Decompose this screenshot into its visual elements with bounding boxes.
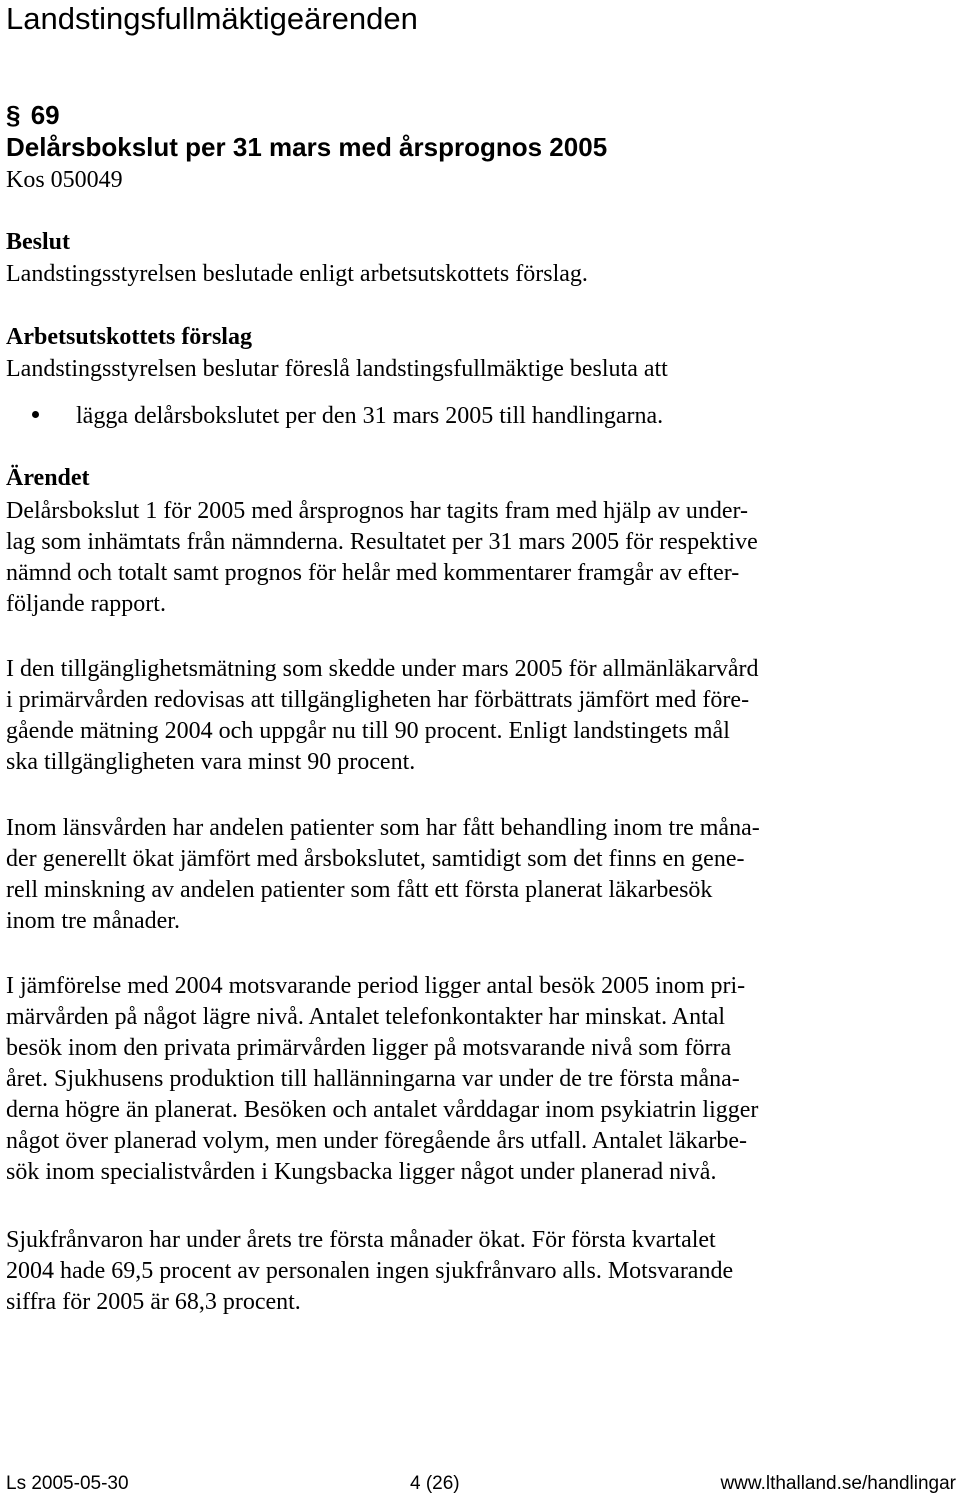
text-line: I den tillgänglighetsmätning som skedde under mars 2005 för allmänläkarvård [6, 656, 759, 682]
arbetsutskottet-intro [6, 354, 960, 385]
text-line: inom tre månader. [6, 908, 180, 934]
text-line: märvården på något lägre nivå. Antalet telefonkontakter har minskat. Antal [6, 1004, 726, 1030]
text-line: rell minskning av andelen patienter som fått ett första planerat läkarbesök [6, 877, 713, 903]
arendet-paragraph-2 [6, 654, 960, 778]
beslut-text [6, 259, 960, 290]
beslut-line: Landstingsstyrelsen beslutade enligt arbetsutskottets förslag. [6, 261, 588, 287]
section-number [6, 98, 60, 132]
bullet-item [32, 401, 663, 432]
bullet-text: lägga delårsbokslutet per den 31 mars 2005 till handlingarna. [76, 403, 664, 429]
reference-number: Kos 050049 [6, 167, 123, 193]
text-line: I jämförelse med 2004 motsvarande period ligger antal besök 2005 inom pri- [6, 973, 746, 999]
arendet-paragraph-5 [6, 1225, 960, 1318]
arbetsutskottet-heading: Arbetsutskottets förslag [6, 324, 252, 350]
text-line: i primärvården redovisas att tillgängligheten har förbättrats jämfört med före- [6, 687, 750, 713]
text-line: sök inom specialistvården i Kungsbacka ligger något under planerad nivå. [6, 1159, 717, 1185]
text-line: ska tillgängligheten vara minst 90 procent. [6, 749, 416, 775]
text-line: Delårsbokslut 1 för 2005 med årsprognos har tagits fram med hjälp av under- [6, 498, 748, 524]
intro-line: Landstingsstyrelsen beslutar föreslå landstingsfullmäktige besluta att [6, 356, 668, 382]
section-symbol: § [6, 100, 21, 130]
text-line: der generellt ökat jämfört med årsbokslutet, samtidigt som det finns en gene- [6, 846, 745, 872]
item-number: 69 [30, 100, 60, 130]
text-line: siffra för 2005 är 68,3 procent. [6, 1289, 301, 1315]
page-footer [6, 1472, 956, 1496]
arendet-paragraph-1 [6, 496, 960, 620]
footer-date: Ls 2005-05-30 [6, 1473, 129, 1494]
text-line: något över planerad volym, men under föregående års utfall. Antalet läkarbe- [6, 1128, 748, 1154]
arendet-paragraph-4 [6, 971, 960, 1188]
text-line: nämnd och totalt samt prognos för helår med kommentarer framgår av efter- [6, 560, 740, 586]
text-line: lag som inhämtats från nämnderna. Resultatet per 31 mars 2005 för respektive [6, 529, 758, 555]
page-title: Landstingsfullmäktigeärenden [6, 1, 418, 36]
text-line: Sjukfrånvaron har under årets tre första månader ökat. För första kvartalet [6, 1227, 716, 1253]
text-line: Inom länsvården har andelen patienter som har fått behandling inom tre måna- [6, 815, 760, 841]
footer-url-link[interactable]: www.lthalland.se/handlingar [720, 1473, 956, 1494]
text-line: året. Sjukhusens produktion till hallänningarna var under de tre första måna- [6, 1066, 740, 1092]
text-line: derna högre än planerat. Besöken och antalet vårddagar inom psykiatrin ligger [6, 1097, 759, 1123]
item-subject: Delårsbokslut per 31 mars med årsprognos 2005 [6, 132, 608, 162]
text-line: besök inom den privata primärvården ligger på motsvarande nivå som förra [6, 1035, 732, 1061]
footer-page-number: 4 (26) [410, 1473, 460, 1494]
arendet-heading: Ärendet [6, 465, 90, 491]
text-line: gående mätning 2004 och uppgår nu till 90 procent. Enligt landstingets mål [6, 718, 730, 744]
bullet-icon [32, 411, 39, 418]
text-line: 2004 hade 69,5 procent av personalen ingen sjukfrånvaro alls. Motsvarande [6, 1258, 734, 1284]
arendet-paragraph-3 [6, 813, 960, 937]
beslut-heading: Beslut [6, 229, 71, 255]
text-line: följande rapport. [6, 591, 166, 617]
